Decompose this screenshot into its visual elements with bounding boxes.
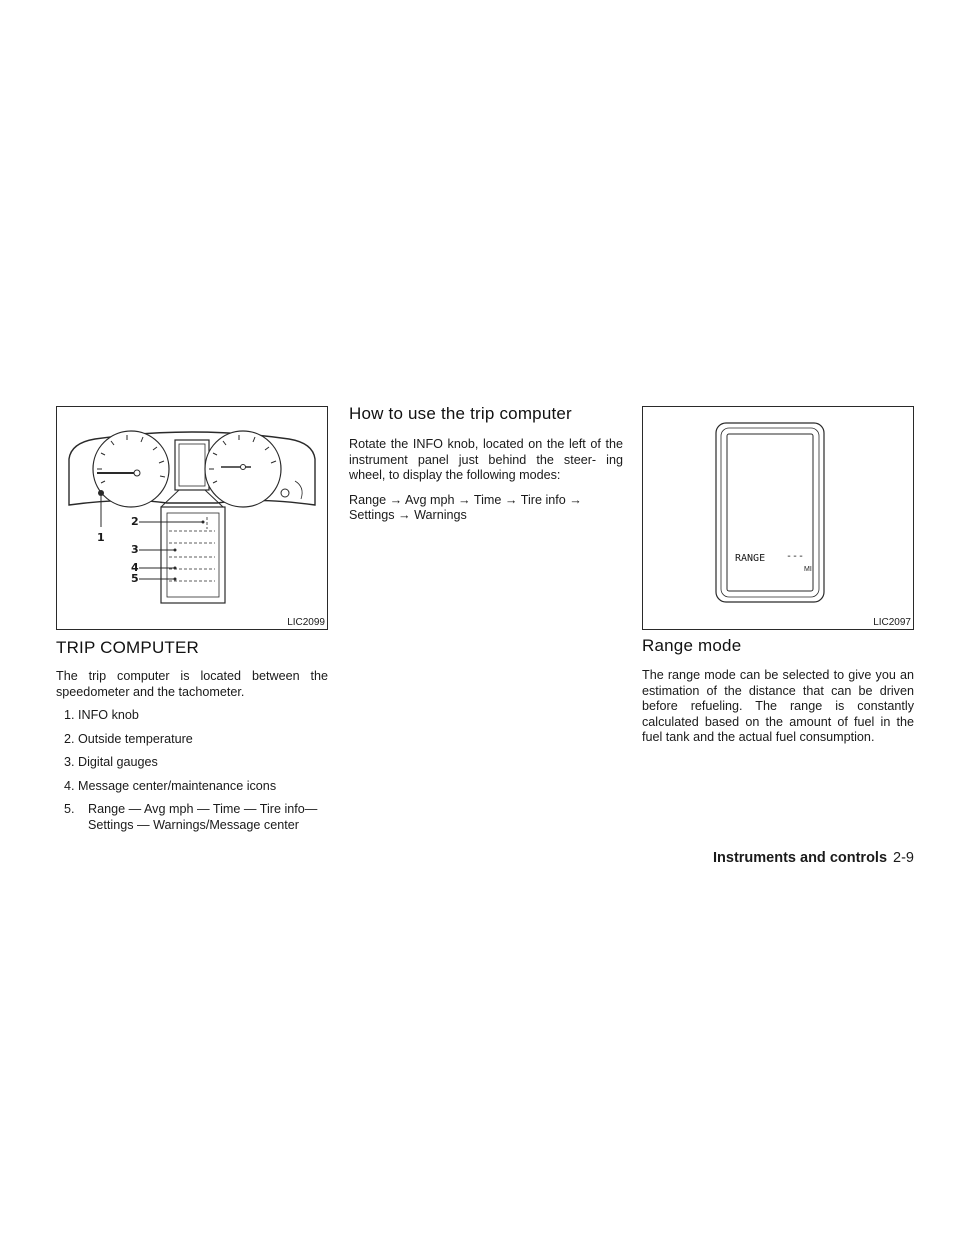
middle-column-text (349, 404, 623, 524)
heading-range-mode: Range mode (642, 636, 742, 655)
list-item: 5. Range — Avg mph — Time — Tire info— Settings — Warnings/Message center (64, 802, 318, 832)
figure-range-display (642, 406, 914, 630)
callout-5: 5 (131, 572, 139, 585)
list-item: 4. Message center/maintenance icons (64, 778, 277, 793)
list-item: 1. INFO knob (64, 708, 139, 722)
how-to-use-para: Rotate the INFO knob, located on the left of the instrument panel just behind the steer- ing wheel, to display the following modes: (349, 437, 623, 482)
display-range-label: RANGE (735, 553, 766, 564)
heading-how-to-use: How to use the trip computer (349, 404, 572, 423)
mode-sequence: Range → Avg mph → Time → Tire info → Settings → Warnings (349, 492, 582, 522)
right-column-text (642, 636, 914, 746)
callout-4: 4 (131, 561, 139, 574)
figure-id: LIC2097 (873, 617, 911, 628)
page-footer (713, 849, 914, 867)
callout-3: 3 (131, 543, 139, 556)
footer-section-title: Instruments and controls (713, 850, 888, 866)
range-mode-para: The range mode can be selected to give you an estimation of the distance that can be driven before refueling. The range is constantly calculated based on the amount of fuel in the fuel tank and the actual fuel consumption. (642, 668, 914, 744)
list-item: 3. Digital gauges (64, 755, 158, 769)
callout-1: 1 (97, 531, 105, 544)
figure-id: LIC2099 (287, 617, 325, 628)
list-item: 2. Outside temperature (64, 731, 193, 746)
display-unit: MI (804, 566, 812, 573)
left-column-text (56, 638, 328, 841)
display-illustration (643, 407, 913, 629)
display-range-value: --- (786, 551, 805, 562)
page-number: 2-9 (893, 850, 914, 866)
heading-trip-computer: TRIP COMPUTER (56, 638, 200, 657)
component-list (56, 708, 328, 833)
figure-instrument-cluster (56, 406, 328, 630)
instrument-cluster-illustration (57, 407, 327, 629)
callout-2: 2 (131, 515, 139, 528)
trip-computer-intro: The trip computer is located between the speedometer and the tachometer. (56, 669, 328, 699)
